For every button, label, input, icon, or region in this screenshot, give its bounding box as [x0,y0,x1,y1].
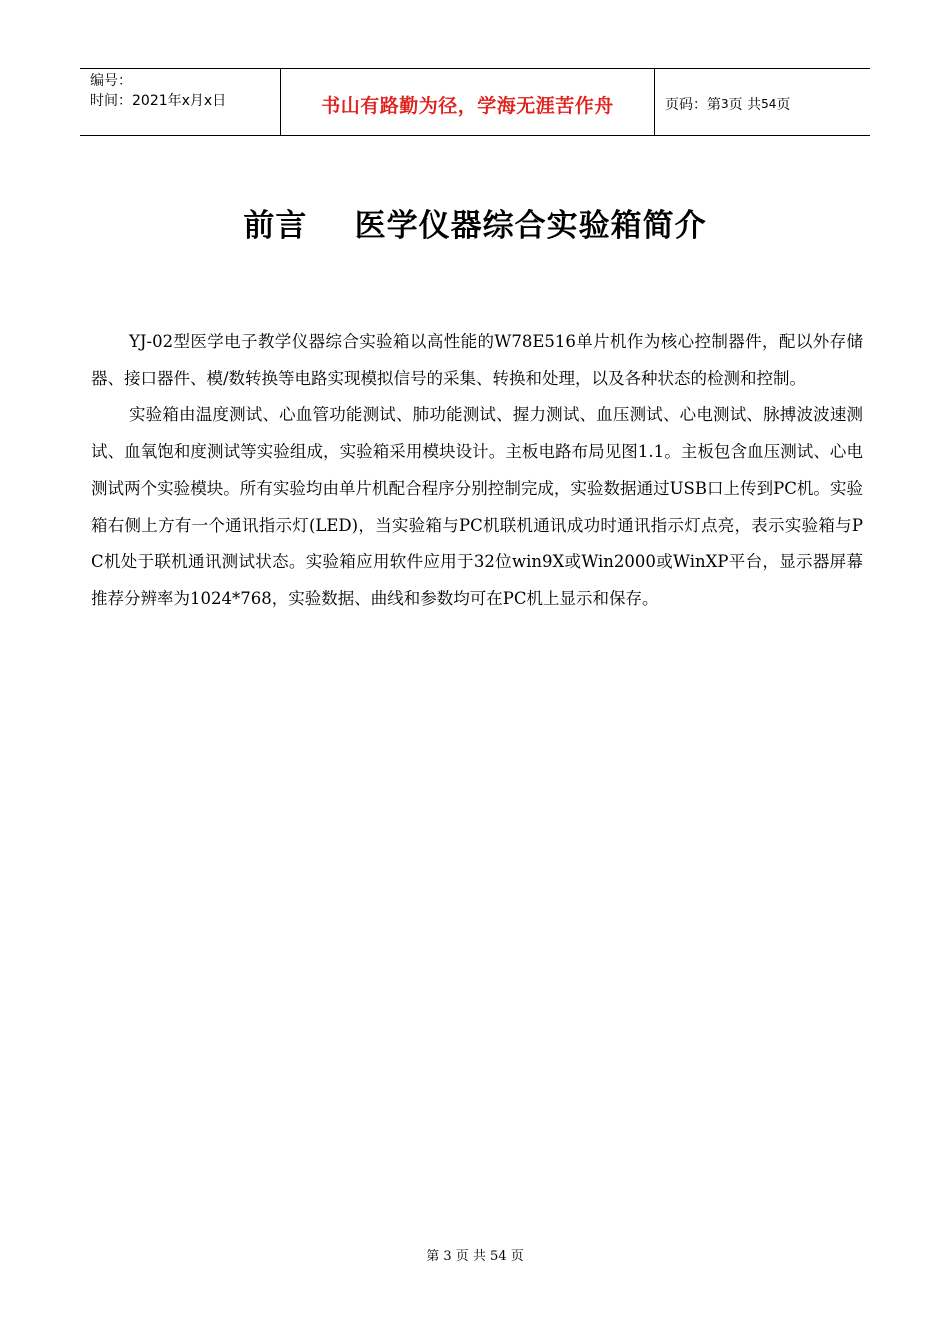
header-info-cell [80,69,281,135]
document-number-label: 编号： [90,73,132,89]
body-text [91,324,863,618]
page-middle: 页 共 [728,97,762,113]
paragraph: YJ-02型医学电子教学仪器综合实验箱以高性能的W78E516单片机作为核心控制器件，配以外存储器、接口器件、模/数转换等电路实现模拟信号的采集、转换和处理，以及各种状态的检测和控制。 [91,332,863,388]
page-prefix: 页码：第 [665,97,721,113]
page-suffix: 页 [776,97,791,113]
page-title: 前言 医学仪器综合实验箱简介 [243,208,707,244]
header-motto-cell [281,69,655,135]
document-time-label: 时间：2021年x月x日 [90,93,227,109]
header-page-cell [655,69,870,135]
paragraph: 实验箱由温度测试、心血管功能测试、肺功能测试、握力测试、血压测试、心电测试、脉搏波波速测试、血氧饱和度测试等实验组成，实验箱采用模块设计。主板电路布局见图1.1。主板包含血压测试、心电测试两个实验模块。所有实验均由单片机配合程序分别控制完成，实验数据通过USB口上传到PC机。实验箱右侧上方有一个通讯指示灯(LED)，当实验箱与PC机联机通讯成功时通讯指示灯点亮，表示实验箱与PC机处于联机通讯测试状态。实验箱应用软件应用于32位win9X或Win2000或WinXP平台，显示器屏幕推荐分辨率为1024*768，实验数据、曲线和参数均可在PC机上显示和保存。 [91,405,863,608]
header-motto: 书山有路勤为径，学海无涯苦作舟 [321,94,614,117]
page-current: 3 [721,97,729,111]
header-table [80,68,870,136]
page-footer: 第 3 页 共 54 页 [426,1249,524,1264]
page-total: 54 [761,97,777,111]
